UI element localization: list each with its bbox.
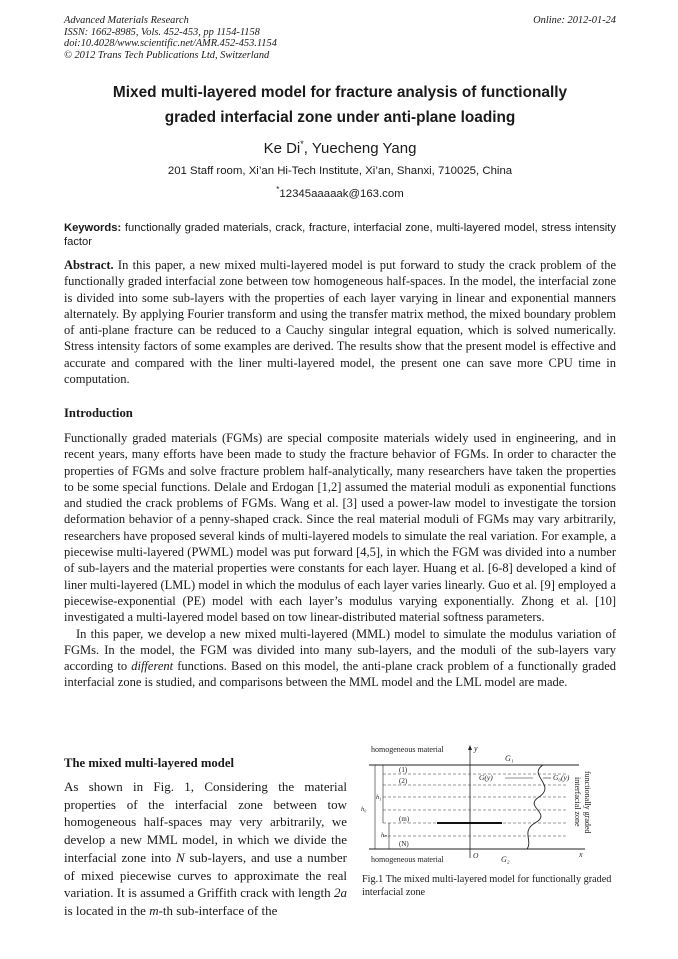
title-line-2: graded interfacial zone under anti-plane loading <box>164 109 516 126</box>
introduction-body <box>64 430 616 691</box>
fig-gn-label: G₀(y) <box>553 773 570 782</box>
authors <box>64 139 616 157</box>
fig-y-arrow <box>468 745 472 750</box>
intro-p2-part-b: functions. Based on this model, the anti-plane crack problem of a functionally graded interfacial zone is studied, and comparisons between the MML model and the LML model are made. <box>64 659 616 690</box>
email-line <box>64 185 616 200</box>
affiliation: 201 Staff room, Xi’an Hi-Tech Institute, Xi’an, Shanxi, 710025, China <box>167 165 513 177</box>
paper-title <box>64 80 616 130</box>
fig-modulus-curve <box>527 765 545 849</box>
fig-h1-label: h₁ <box>376 794 382 801</box>
abstract-text: In this paper, a new mixed multi-layered model is put forward to study the crack problem of the functionally graded interfacial zone between tow homogeneous half-spaces. In the model, the interfacial zone is divided into some sub-layers with the properties of each layer varying in linear and exponential manners alternately. By applying Fourier transform and using the transfer matrix method, the mixed boundary problem of anti-plane fracture can be reduced to a Cauchy singular integral equation, which is solved numerically. Stress intensity factors of some examples are derived. The results show that the present model is effective and accurate and compared with the liner multi-layered model, the present one can save more CPU time in computation. <box>64 258 616 387</box>
mml-part-c: is located in the <box>64 902 150 918</box>
mml-2a: 2a <box>334 885 347 901</box>
email-star: * <box>276 185 280 194</box>
fig-y-axis-label: y <box>474 744 478 753</box>
fig-hn-label: hₙ <box>381 832 387 839</box>
online-date: Online: 2012-01-24 <box>533 15 616 26</box>
mml-heading: The mixed multi-layered model <box>64 756 234 770</box>
fig-layer-1: (1) <box>399 766 408 774</box>
fig-side-label-2: interfacial zone <box>573 777 582 827</box>
doi-line: doi:10.4028/www.scientific.net/AMR.452-453.1154 <box>64 38 277 50</box>
author-separator: , <box>303 140 312 157</box>
fig-g1-label: G₁ <box>505 754 514 763</box>
author-star: * <box>300 139 304 149</box>
fig-top-label: homogeneous material <box>371 745 444 754</box>
fig-gm-label: G(y) <box>479 773 493 782</box>
fig-layer-2: (2) <box>399 777 408 785</box>
figure-1 <box>357 741 613 871</box>
mml-paragraph <box>64 778 347 920</box>
fig-origin-label: O <box>473 851 479 860</box>
fig-side-label-1: functionally graded <box>583 771 592 834</box>
fig-bottom-label: homogeneous material <box>371 855 444 864</box>
intro-paragraph-2 <box>64 626 616 691</box>
issn-line: ISSN: 1662-8985, Vols. 452-453, pp 1154-1158 <box>64 26 260 38</box>
intro-p2-emphasis: different <box>131 659 174 674</box>
copyright-line: © 2012 Trans Tech Publications Ltd, Switzerland <box>64 49 270 61</box>
mml-part-a: As shown in Fig. 1, Considering the material properties of the interfacial zone between tow homogeneous half-spaces may very arbitrarily, we develop a new MML model, in which we divide the interfacial zone into <box>64 779 347 865</box>
author-2: Yuecheng Yang <box>311 140 417 157</box>
author-1: Ke Di <box>263 140 301 157</box>
mml-n: N <box>175 849 185 865</box>
figure-1-diagram <box>357 741 613 871</box>
figure-1-caption: Fig.1 The mixed multi-layered model for functionally graded interfacial zone <box>362 874 612 898</box>
title-line-1: Mixed multi-layered model for fracture analysis of functionally <box>112 84 568 101</box>
fig-layer-n: (N) <box>399 840 409 848</box>
email-address[interactable]: 12345aaaaak@163.com <box>279 187 404 200</box>
journal-header <box>64 15 616 61</box>
fig-h0-label: h₀ <box>361 806 367 813</box>
abstract <box>64 257 616 387</box>
keywords <box>64 222 616 249</box>
journal-name: Advanced Materials Research <box>64 15 189 26</box>
intro-paragraph-1: Functionally graded materials (FGMs) are special composite materials widely used in engineering, and in recent years, many efforts have been made to study the fracture behavior of FGMs. In order to character the properties of FGMs and solve fracture problem half-analytically, many researchers have taken the properties to be some special functions. Delale and Erdogan [1,2] assumed the material moduli as exponential functions and studied the crack problems of FGMs. Wang et al. [3] used a power-law model to investigate the torsion deformation behavior of a penny-shaped crack. Since the real material moduli of FGMs may vary arbitrarily, researchers have proposed several kinds of multi-layered models to simulate the real variation. For example, a piecewise multi-layered (PWML) model was put forward [4,5], in which the FGM was divided into a number of sub-layers and the material properties were constants for each layer. Huang et al. [6-8] developed a kind of liner multi-layered (LML) model in which the modulus of each layer varies linearly. Guo et al. [9] employed a piecewise-exponential (PE) model with each layer’s modulus varying exponentially. Zhong et al. [10] investigated a multi-layered model based on tow linear-distributed material softness parameters. <box>64 431 616 625</box>
fig-layer-m: (m) <box>399 815 410 823</box>
abstract-label: Abstract. <box>64 258 114 272</box>
fig-x-axis-label: x <box>579 850 583 859</box>
mml-part-d: -th sub-interface of the <box>158 902 278 918</box>
fig-g2-label: G₂ <box>501 855 510 864</box>
keywords-label: Keywords: <box>64 222 122 234</box>
mml-part-b: sub-layers, and use a number of mixed piecewise curves to approximate the real variation. It is assumed a Griffith crack with length <box>64 849 347 901</box>
introduction-heading: Introduction <box>64 406 133 420</box>
keywords-text: functionally graded materials, crack, fracture, interfacial zone, multi-layered model, stress intensity factor <box>64 222 616 248</box>
intro-p2-part-a: In this paper, we develop a new mixed multi-layered (MML) model to simulate the modulus variation of FGMs. In the model, the FGM was divided into many sub-layers, and the moduli of the sub-layers vary according to <box>64 626 616 674</box>
mml-m: m <box>149 902 159 918</box>
